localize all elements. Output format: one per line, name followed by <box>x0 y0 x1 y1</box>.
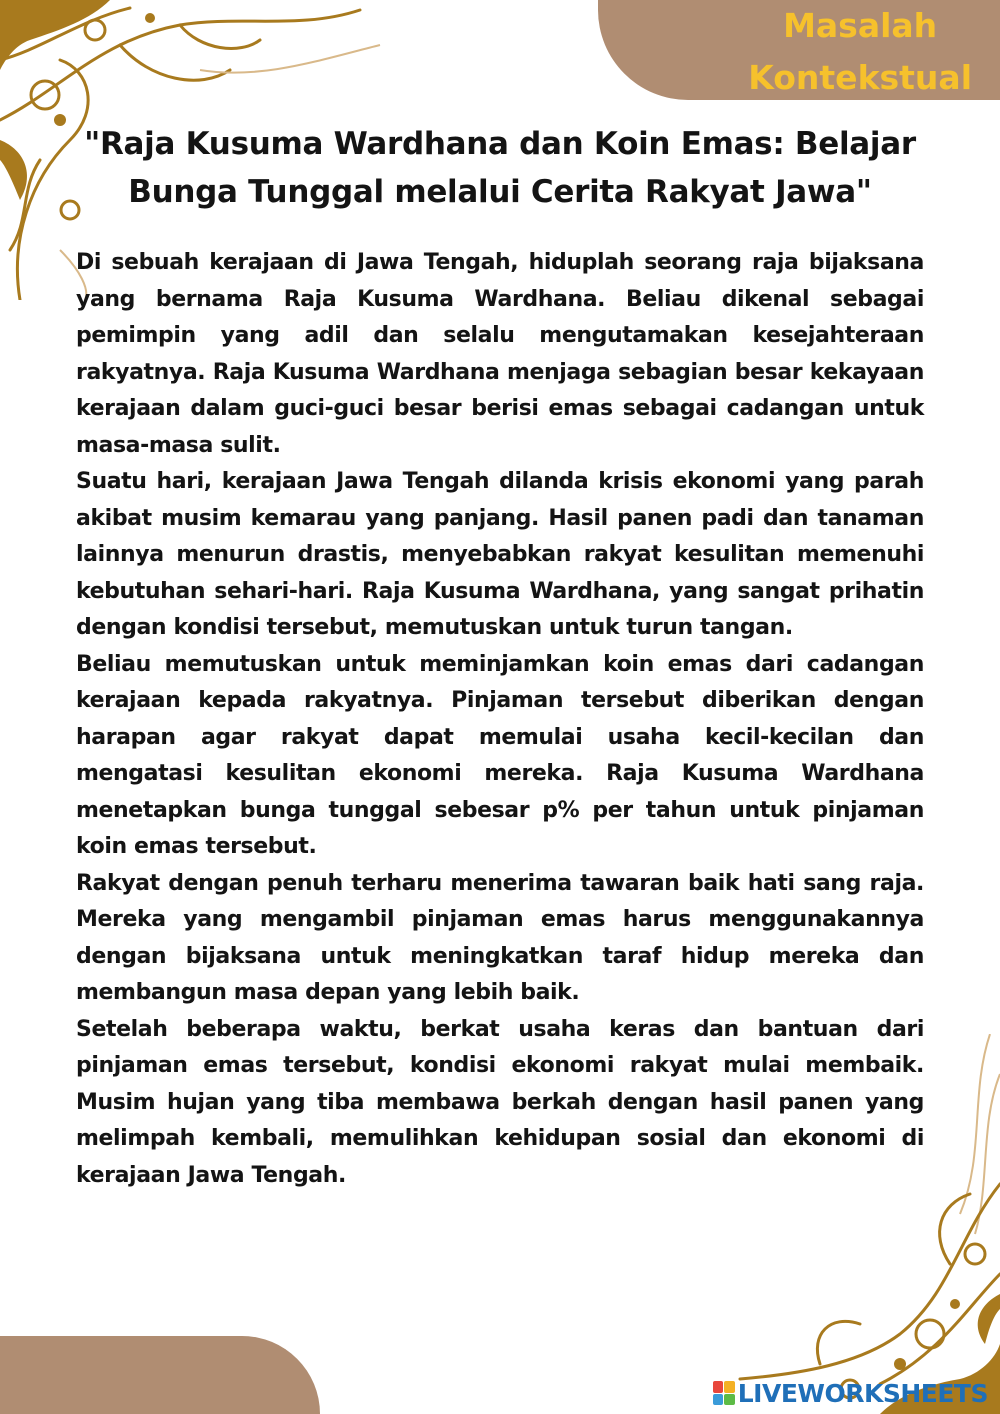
story-paragraph-2: Suatu hari, kerajaan Jawa Tengah dilanda krisis ekonomi yang parah akibat musim kemarau yang panjang. Hasil panen padi dan tanaman lainnya menurun drastis, menyebabkan rakyat kesulitan memenuhi kebutuhan sehari-hari. Raja Kusuma Wardhana, yang sangat prihatin dengan kondisi tersebut, memutuskan untuk turun tangan. <box>76 469 924 640</box>
watermark-text: LIVEWORKSHEETS <box>737 1378 988 1408</box>
liveworksheets-logo-icon <box>713 1381 735 1405</box>
footer-shape <box>0 1336 320 1414</box>
title-line-2: Bunga Tunggal melalui Cerita Rakyat Jawa" <box>128 174 872 210</box>
page-title <box>60 120 940 216</box>
title-line-1: "Raja Kusuma Wardhana dan Koin Emas: Belajar <box>84 126 916 162</box>
badge-line-1: Masalah <box>783 6 938 45</box>
story-paragraph-3: Beliau memutuskan untuk meminjamkan koin emas dari cadangan kerajaan kepada rakyatnya. Pinjaman tersebut diberikan dengan harapan agar rakyat dapat memulai usaha kecil-kecilan dan mengatasi kesulitan ekonomi mereka. Raja Kusuma Wardhana menetapkan bunga tunggal sebesar p% per tahun untuk pinjaman koin emas tersebut. <box>76 651 924 859</box>
badge-label <box>748 0 972 104</box>
floral-ornament-bottom-right <box>700 1034 1000 1414</box>
story-paragraph-5: Setelah beberapa waktu, berkat usaha keras dan bantuan dari pinjaman emas tersebut, kondisi ekonomi rakyat mulai membaik. Musim hujan yang tiba membawa berkah dengan hasil panen yang melimpah kembali, memulihkan kehidupan sosial dan ekonomi di kerajaan Jawa Tengah. <box>76 1016 924 1188</box>
badge-line-2: Kontekstual <box>748 58 972 97</box>
liveworksheets-watermark <box>713 1376 988 1410</box>
header-badge <box>598 0 1000 100</box>
story-paragraph-4: Rakyat dengan penuh terharu menerima tawaran baik hati sang raja. Mereka yang mengambil pinjaman emas harus menggunakannya dengan bijaksana untuk meningkatkan taraf hidup mereka dan membangun masa depan yang lebih baik. <box>76 870 924 1005</box>
story-paragraph-1: Di sebuah kerajaan di Jawa Tengah, hiduplah seorang raja bijaksana yang bernama Raja Kusuma Wardhana. Beliau dikenal sebagai pemimpin yang adil dan selalu mengutamakan kesejahteraan rakyatnya. Raja Kusuma Wardhana menjaga sebagian besar kekayaan kerajaan dalam guci-guci besar berisi emas sebagai cadangan untuk masa-masa sulit. <box>76 250 924 458</box>
